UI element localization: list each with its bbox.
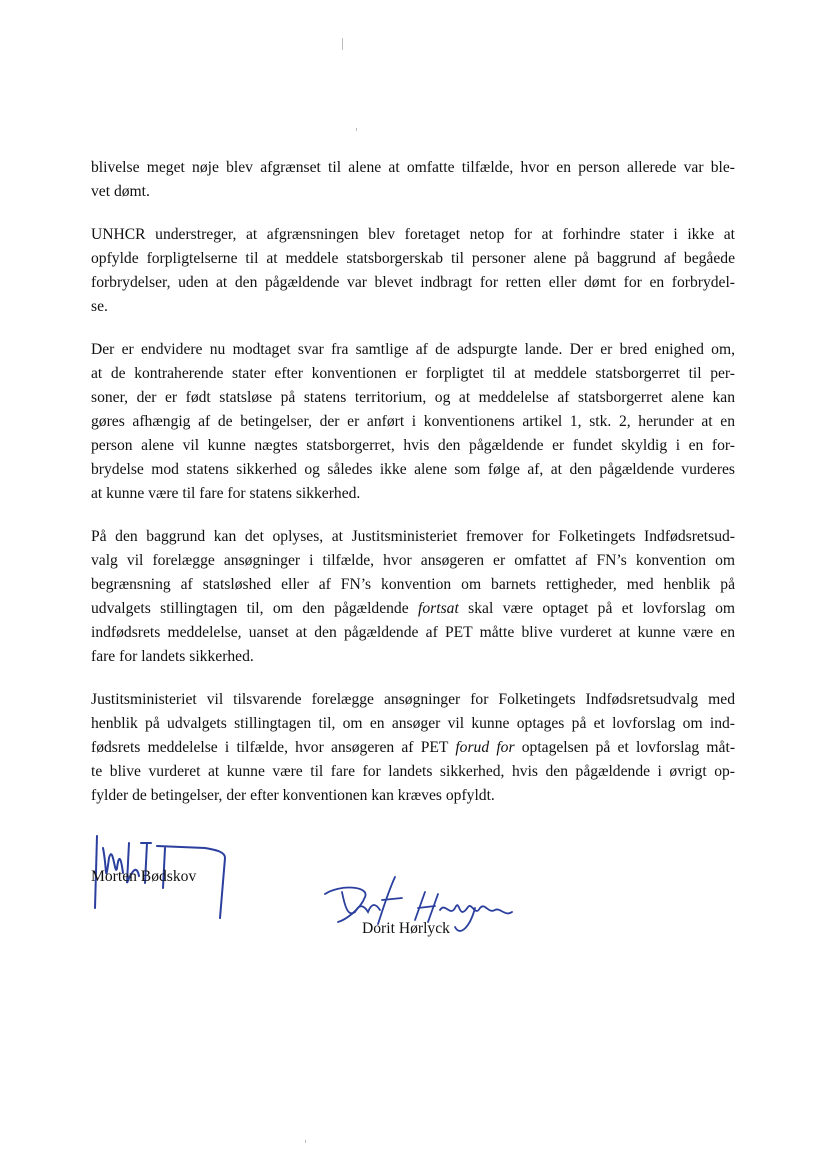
text-segment: skal være optaget på et lovforslag om bbox=[458, 600, 735, 617]
text-line: valg vil forelægge ansøgninger i tilfælde, hvor ansøgeren er omfattet af FN’s konvention om bbox=[91, 552, 735, 569]
text-line: brydelse mod statens sikkerhed og således ikke alene som følge af, at den pågældende vurderes bbox=[91, 461, 735, 478]
text-segment: fødsrets meddelelse i tilfælde, hvor ansøgeren af PET bbox=[91, 739, 456, 756]
signatory-name-2: Dorit Hørlyck bbox=[362, 920, 450, 937]
text-line: opfylde forpligtelserne til at meddele statsborgerskab til personer alene på baggrund af begåede bbox=[91, 250, 735, 267]
scan-artifact bbox=[356, 128, 357, 131]
text-line: vet dømt. bbox=[91, 183, 150, 200]
text-line: person alene vil kunne nægtes statsborgerret, hvis den pågældende er fundet skyldig i en for- bbox=[91, 437, 735, 454]
scan-artifact bbox=[342, 38, 343, 50]
text-line: Der er endvidere nu modtaget svar fra samtlige af de adspurgte lande. Der er bred enighed om, bbox=[91, 341, 735, 358]
text-line: blivelse meget nøje blev afgrænset til alene at omfatte tilfælde, hvor en person allerede var ble- bbox=[91, 159, 735, 176]
text-line: at de kontraherende stater efter konventionen er forpligtet til at meddele statsborgerret til per- bbox=[91, 365, 735, 382]
paragraph bbox=[91, 525, 735, 669]
text-segment: udvalgets stillingtagen til, om den pågældende bbox=[91, 600, 419, 617]
text-line: UNHCR understreger, at afgrænsningen blev foretaget netop for at forhindre stater i ikke at bbox=[91, 226, 735, 243]
text-line: fare for landets sikkerhed. bbox=[91, 648, 254, 665]
text-line: at kunne være til fare for statens sikkerhed. bbox=[91, 485, 361, 502]
text-line: På den baggrund kan det oplyses, at Justitsministeriet fremover for Folketingets Indfødsretsud- bbox=[91, 528, 735, 545]
text-line: henblik på udvalgets stillingtagen til, om en ansøger vil kunne optages på et lovforslag om ind- bbox=[91, 715, 735, 732]
text-line: forbrydelser, uden at den pågældende var blevet indbragt for retten eller dømt for en forbrydel- bbox=[91, 274, 735, 291]
text-line: indfødsrets meddelelse, uanset at den pågældende af PET måtte blive vurderet at kunne være en bbox=[91, 624, 735, 641]
text-line: te blive vurderet at kunne være til fare for landets sikkerhed, hvis den pågældende i øvrigt op- bbox=[91, 763, 735, 780]
paragraph bbox=[91, 338, 735, 506]
text-line bbox=[91, 597, 735, 621]
text-segment: optagelsen på et lovforslag måt- bbox=[514, 739, 735, 756]
letter-body bbox=[91, 156, 735, 827]
scan-artifact bbox=[305, 1140, 306, 1143]
italic-text: forud for bbox=[455, 739, 515, 756]
paragraph bbox=[91, 156, 735, 204]
text-line bbox=[91, 736, 735, 760]
text-line: gøres afhængig af de betingelser, der er anført i konventionens artikel 1, stk. 2, herunder at en bbox=[91, 413, 735, 430]
signatory-name-1: Morten Bødskov bbox=[91, 868, 197, 885]
paragraph bbox=[91, 688, 735, 808]
text-line: Justitsministeriet vil tilsvarende forelægge ansøgninger for Folketingets Indfødsretsudvalg med bbox=[91, 691, 735, 708]
text-line: soner, der er født statsløse på statens territorium, og at meddelelse af statsborgerret alene kan bbox=[91, 389, 735, 406]
paragraph bbox=[91, 223, 735, 319]
text-line: begrænsning af statsløshed eller af FN’s konvention om barnets rettigheder, med henblik på bbox=[91, 576, 735, 593]
text-line: fylder de betingelser, der efter konventionen kan kræves opfyldt. bbox=[91, 787, 495, 804]
italic-text: fortsat bbox=[418, 600, 459, 617]
text-line: se. bbox=[91, 298, 108, 315]
